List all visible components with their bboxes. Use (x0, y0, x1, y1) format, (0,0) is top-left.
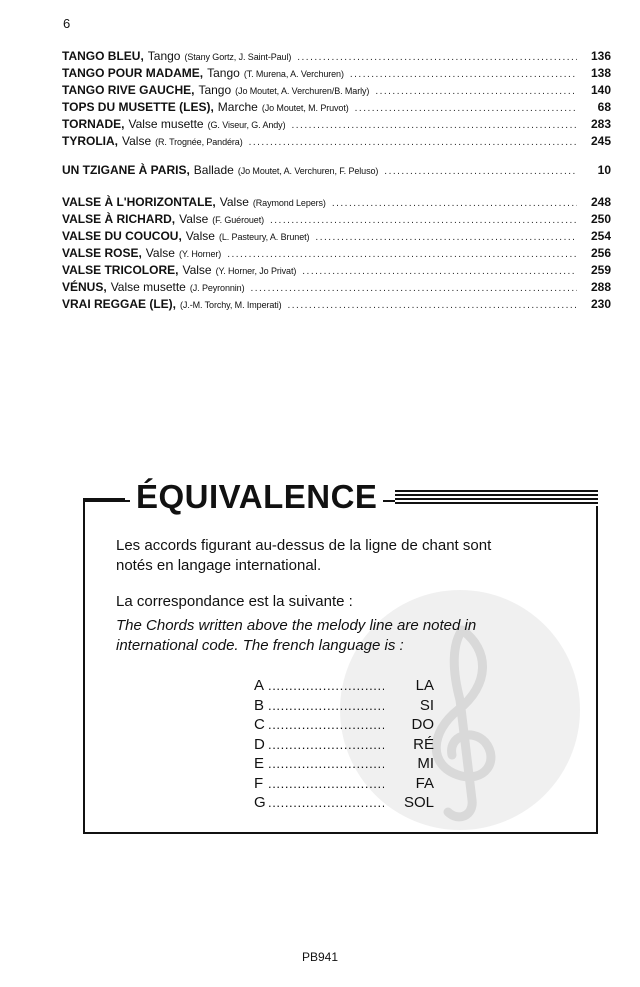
entry-type: Valse musette (128, 117, 204, 131)
note-letter: C (254, 716, 265, 733)
note-letter: F (254, 774, 264, 792)
entry-type: Tango (207, 66, 240, 80)
entry-authors: (Y. Horner) (178, 249, 222, 259)
entry-title: TANGO BLEU, (62, 49, 144, 63)
entry-title: TYROLIA, (62, 134, 118, 148)
index-entry (62, 229, 611, 246)
entry-type: Valse (145, 246, 175, 260)
entry-authors: (L. Pasteury, A. Brunet) (218, 232, 310, 242)
dot-leader (268, 678, 384, 693)
note-letter: D (254, 735, 265, 753)
entry-type: Valse (179, 212, 209, 226)
entry-title: VALSE ROSE, (62, 246, 142, 260)
index-entry (62, 49, 611, 66)
note-row (254, 794, 434, 814)
entry-title: VÉNUS, (62, 280, 107, 294)
note-solfege: RÉ (413, 735, 434, 753)
notes-table (254, 677, 434, 814)
entry-authors: (T. Murena, A. Verchuren) (243, 69, 344, 79)
note-letter: B (254, 696, 265, 714)
equivalence-rule-left (83, 498, 125, 500)
index-entry (62, 117, 611, 134)
entry-authors: (J.-M. Torchy, M. Imperati) (180, 300, 282, 310)
entry-page: 68 (597, 100, 611, 114)
dot-leader (297, 52, 577, 63)
entry-authors: (Jo Moutet, A. Verchuren, F. Peluso) (237, 166, 379, 176)
entry-title: VALSE TRICOLORE, (62, 263, 179, 277)
entry-title: VRAI REGGAE (LE), (62, 297, 177, 311)
index-entry (62, 263, 611, 280)
dot-leader (268, 698, 384, 713)
intro-fr-line2: notés en langage international. (116, 557, 322, 574)
correspondence-fr: La correspondance est la suivante : (116, 593, 353, 610)
note-row (254, 677, 434, 697)
index-entry (62, 83, 611, 100)
entry-page: 288 (590, 280, 611, 294)
entry-type: Valse (122, 134, 152, 148)
entry-title: UN TZIGANE À PARIS, (62, 163, 190, 177)
index-group-u (62, 163, 611, 180)
entry-title: VALSE DU COUCOU, (62, 229, 182, 243)
note-solfege: SI (419, 696, 434, 714)
dot-leader (249, 137, 577, 148)
dot-leader (268, 717, 384, 732)
page-number: 6 (63, 16, 71, 31)
note-solfege: DO (411, 716, 434, 733)
note-row (254, 697, 434, 717)
index-group-t (62, 49, 611, 151)
entry-authors: (Raymond Lepers) (252, 198, 326, 208)
note-letter: E (254, 755, 265, 772)
entry-page: 254 (590, 229, 611, 243)
index-entry (62, 280, 611, 297)
note-solfege: SOL (403, 794, 434, 811)
entry-page: 136 (590, 49, 611, 63)
entry-title: TANGO POUR MADAME, (62, 66, 204, 80)
entry-type: Ballade (193, 163, 234, 177)
index-entry (62, 163, 611, 180)
note-solfege: MI (417, 755, 434, 772)
equivalence-rule-lines (395, 490, 598, 506)
entry-authors: (F. Guérouet) (212, 215, 264, 225)
dot-leader (302, 266, 577, 277)
entry-type: Valse (185, 229, 215, 243)
entry-title: TORNADE, (62, 117, 125, 131)
entry-page: 259 (590, 263, 611, 277)
entry-type: Tango (198, 83, 232, 97)
entry-page: 138 (590, 66, 611, 80)
entry-page: 248 (590, 195, 611, 209)
dot-leader (268, 756, 384, 771)
footer-code: PB941 (301, 950, 339, 964)
entry-authors: (Jo Moutet, M. Pruvot) (261, 103, 349, 113)
dot-leader (350, 69, 577, 80)
dot-leader (270, 215, 577, 226)
entry-page: 256 (590, 246, 611, 260)
intro-en-line1: The Chords written above the melody line are noted in (116, 617, 477, 634)
entry-page: 140 (590, 83, 611, 97)
dot-leader (384, 166, 577, 177)
dot-leader (375, 86, 577, 97)
dot-leader (268, 776, 384, 791)
dot-leader (291, 120, 577, 131)
note-solfege: FA (415, 774, 434, 792)
entry-page: 10 (597, 163, 611, 177)
entry-type: Tango (147, 49, 181, 63)
equivalence-title: ÉQUIVALENCE (130, 478, 383, 516)
entry-page: 250 (590, 212, 611, 226)
dot-leader (315, 232, 577, 243)
note-row (254, 755, 434, 775)
entry-authors: (Y. Horner, Jo Privat) (215, 266, 297, 276)
entry-page: 283 (590, 117, 611, 131)
index-entry (62, 297, 611, 314)
entry-type: Marche (217, 100, 258, 114)
index-entry (62, 100, 611, 117)
index-entry (62, 66, 611, 83)
dot-leader (227, 249, 577, 260)
note-row (254, 716, 434, 736)
entry-type: Valse musette (110, 280, 186, 294)
entry-type: Valse (182, 263, 212, 277)
note-row (254, 736, 434, 756)
dot-leader (288, 300, 578, 311)
index-entry (62, 246, 611, 263)
index-entry (62, 134, 611, 151)
dot-leader (332, 198, 577, 209)
entry-title: VALSE À RICHARD, (62, 212, 176, 226)
entry-authors: (Stany Gortz, J. Saint-Paul) (184, 52, 292, 62)
dot-leader (355, 103, 577, 114)
index-entry (62, 195, 611, 212)
dot-leader (268, 795, 384, 810)
entry-authors: (G. Viseur, G. Andy) (207, 120, 286, 130)
dot-leader (250, 283, 577, 294)
entry-authors: (R. Trognée, Pandéra) (155, 137, 243, 147)
entry-type: Valse (219, 195, 249, 209)
entry-page: 245 (590, 134, 611, 148)
note-letter: A (254, 677, 265, 694)
note-letter: G (254, 794, 266, 811)
entry-title: TOPS DU MUSETTE (LES), (62, 100, 214, 114)
entry-title: TANGO RIVE GAUCHE, (62, 83, 195, 97)
note-solfege: LA (415, 677, 434, 694)
entry-authors: (J. Peyronnin) (189, 283, 245, 293)
entry-authors: (Jo Moutet, A. Verchuren/B. Marly) (235, 86, 370, 96)
dot-leader (268, 737, 384, 752)
index-group-v (62, 195, 611, 314)
note-row (254, 775, 434, 795)
intro-fr-line1: Les accords figurant au-dessus de la ligne de chant sont (116, 537, 492, 554)
intro-en-line2: international code. The french language is : (116, 637, 404, 654)
entry-title: VALSE À L'HORIZONTALE, (62, 195, 216, 209)
index-entry (62, 212, 611, 229)
entry-page: 230 (590, 297, 611, 311)
